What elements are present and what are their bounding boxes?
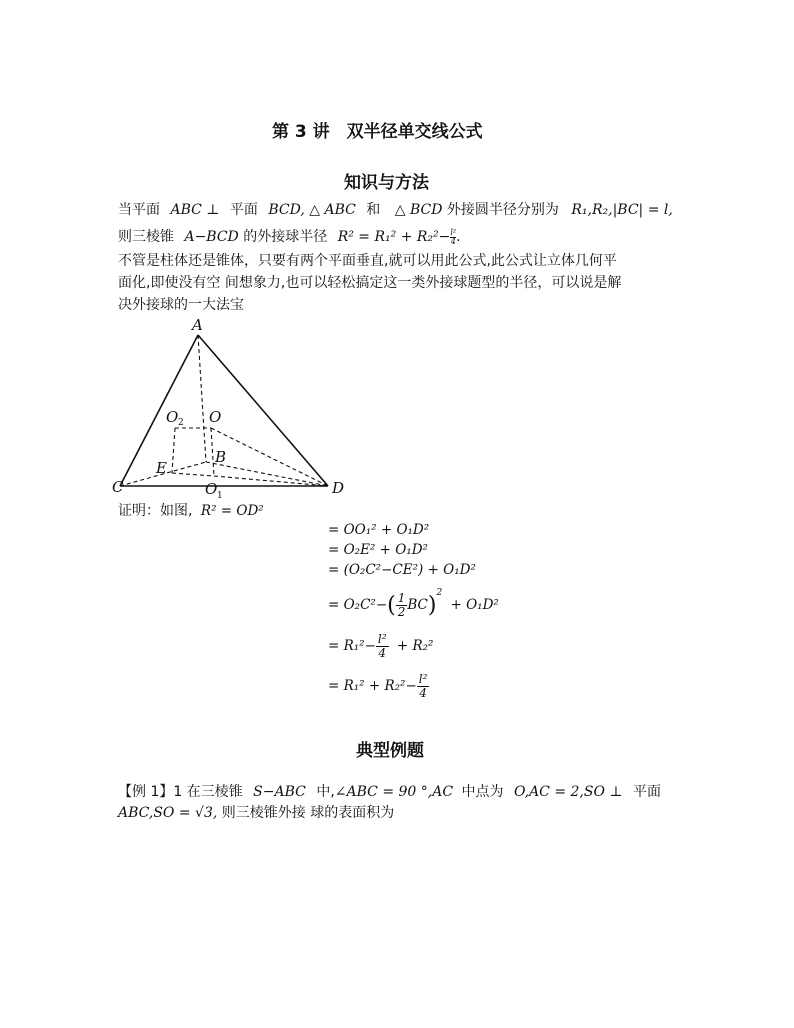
section-heading-knowledge: 知识与方法 xyxy=(344,173,429,193)
numerator: l² xyxy=(418,672,428,686)
proof-line-5 xyxy=(328,633,433,660)
math: R² = R₁² + R₂²− xyxy=(337,229,451,245)
paragraph-line: 面化,即使没有空 间想象力,也可以轻松搞定这一类外接球题型的半径，可以说是解 xyxy=(118,275,622,291)
numerator: l² xyxy=(450,227,457,237)
numerator: 1 xyxy=(397,591,406,605)
fraction-half xyxy=(396,592,408,619)
numerator: l² xyxy=(377,632,387,646)
label-E: E xyxy=(156,459,167,477)
example-1-line1 xyxy=(118,782,661,802)
text: 平面 xyxy=(633,784,662,800)
denominator: 4 xyxy=(419,686,427,700)
label-A: A xyxy=(192,316,203,334)
paragraph-line: 决外接球的一大法宝 xyxy=(118,297,244,313)
math: △ BCD xyxy=(394,202,443,218)
text: . xyxy=(456,229,461,245)
label-B: B xyxy=(215,448,227,466)
text: 平面 xyxy=(229,202,258,218)
math: ABC ⊥ xyxy=(170,202,220,218)
label-O: O xyxy=(209,408,222,426)
tetrahedron-figure xyxy=(110,314,360,504)
figure-labels xyxy=(112,316,344,501)
math: R₁,R₂,|BC| = l, xyxy=(571,202,673,218)
text: 则三棱锥 xyxy=(118,229,174,245)
proof-line-1: = OO₁² + O₁D² xyxy=(328,522,430,538)
text: 外接圆半径分别为 xyxy=(446,202,559,218)
equation-part: = R₁² + R₂²− xyxy=(328,678,417,694)
denominator: 4 xyxy=(378,646,387,660)
math: A−BCD xyxy=(184,229,239,245)
segment-O1-D xyxy=(214,476,328,486)
math: ∠ABC = 90 °,AC xyxy=(334,784,454,800)
example-tag: 【例 1】 xyxy=(118,784,174,800)
proof-label: 证明：如图, xyxy=(118,503,193,519)
formula-statement-line2 xyxy=(118,227,461,247)
text: 中点为 xyxy=(461,784,504,800)
equation-part: + O₁D² xyxy=(450,597,499,613)
proof-line-2: = O₂E² + O₁D² xyxy=(328,542,428,558)
text: 的外接球半径 xyxy=(243,229,328,245)
math: O,AC = 2,SO ⊥ xyxy=(513,784,623,800)
equation-part: = R₁²− xyxy=(328,638,376,654)
math: BCD, △ ABC xyxy=(268,202,356,218)
denominator: 2 xyxy=(397,605,406,619)
formula-statement-line1 xyxy=(118,200,673,220)
label-O2-sub: 2 xyxy=(178,418,184,428)
fraction-l2-over-4 xyxy=(376,633,389,660)
math: S−ABC xyxy=(253,784,306,800)
section-heading-examples: 典型例题 xyxy=(356,741,424,761)
equation: R² = OD² xyxy=(200,503,264,519)
proof-first-line xyxy=(118,501,264,521)
text: 1 在三棱锥 xyxy=(173,784,243,800)
text: 当平面 xyxy=(118,202,160,218)
text: 则三棱锥外接 球的表面积为 xyxy=(221,805,395,821)
proof-line-6 xyxy=(328,673,429,700)
page-title: 第 3 讲 双半径单交线公式 xyxy=(272,122,483,142)
proof-line-3: = (O₂C²−CE²) + O₁D² xyxy=(328,562,476,578)
label-O1-sub: 1 xyxy=(217,491,223,501)
paragraph-line: 不管是柱体还是锥体，只要有两个平面垂直,就可以用此公式,此公式让立体几何平 xyxy=(118,253,617,269)
math: ABC,SO = √3, xyxy=(118,805,218,821)
text: 和 xyxy=(366,202,381,218)
left-paren: ( xyxy=(387,593,396,618)
text: 中, xyxy=(316,784,335,800)
proof-line-4: = O₂C²−( $\frac{1}{2}$ BC)$^2$ + O₁D² xyxy=(328,588,499,619)
denominator: 4 xyxy=(450,236,456,246)
segment-O-O1 xyxy=(211,428,214,476)
equation-part: BC xyxy=(407,597,428,613)
label-C: C xyxy=(112,478,124,496)
right-paren: ) xyxy=(427,593,437,618)
segment-E-O1 xyxy=(172,473,214,476)
equation-part: + R₂² xyxy=(396,638,434,654)
label-O2: O xyxy=(166,408,179,426)
equation-part: = O₂C²− xyxy=(328,597,388,613)
label-D: D xyxy=(332,479,345,497)
label-O1: O xyxy=(205,480,218,498)
segment-O2-E xyxy=(172,428,175,473)
edge-AB xyxy=(198,335,206,462)
fraction-l2-over-4 xyxy=(417,673,430,700)
example-1-line2 xyxy=(118,803,394,823)
